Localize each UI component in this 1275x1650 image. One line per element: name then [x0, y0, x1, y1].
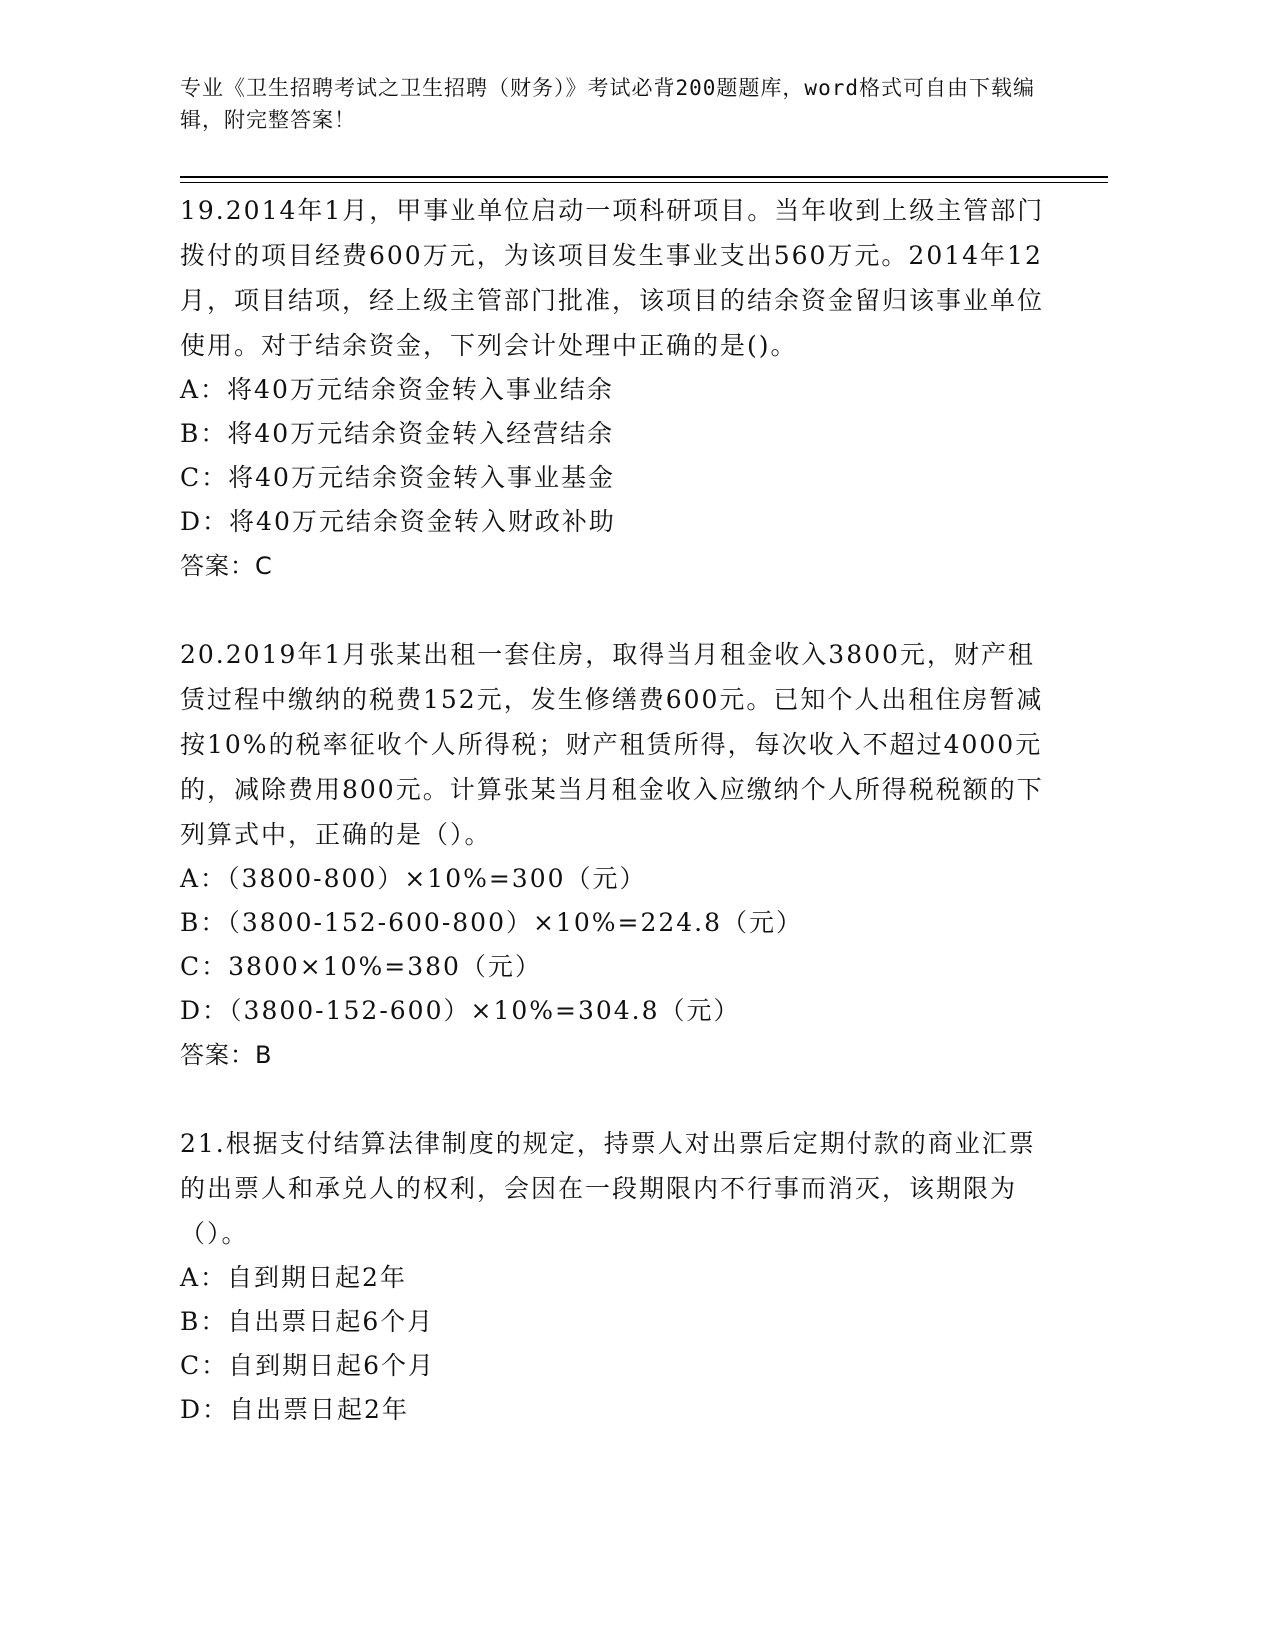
option-d: D：将40万元结余资金转入财政补助: [180, 507, 616, 536]
option-c: C：自到期日起6个月: [180, 1351, 436, 1380]
option-d: D：自出票日起2年: [180, 1395, 409, 1424]
question-21: [180, 1121, 1060, 1432]
answer: 答案：C: [180, 552, 273, 580]
option-b: B：自出票日起6个月: [180, 1307, 435, 1336]
question-list: [180, 188, 1060, 1476]
option-a: A：将40万元结余资金转入事业结余: [180, 375, 614, 404]
header-divider-thin: [180, 182, 1108, 183]
option-c: C：3800×10%=380（元）: [180, 952, 542, 981]
option-b: B：将40万元结余资金转入经营结余: [180, 419, 615, 448]
question-stem: 20.2019年1月张某出租一套住房，取得当月租金收入3800元，财产租赁过程中缴纳的税费152元，发生修缮费600元。已知个人出租住房暂减按10%的税率征收个人所得税；财产租赁所得，每次收入不超过4000元的，减除费用800元。计算张某当月租金收入应缴纳个人所得税税额的下列算式中，正确的是（）。: [180, 640, 1044, 849]
option-b: B：（3800-152-600-800）×10%=224.8（元）: [180, 908, 804, 937]
answer: 答案：B: [180, 1041, 273, 1069]
header-divider-thick: [180, 176, 1108, 178]
question-stem: 19.2014年1月，甲事业单位启动一项科研项目。当年收到上级主管部门拨付的项目经费600万元，为该项目发生事业支出560万元。2014年12月，项目结项，经上级主管部门批准，该项目的结余资金留归该事业单位使用。对于结余资金，下列会计处理中正确的是()。: [180, 196, 1045, 360]
option-d: D：（3800-152-600）×10%=304.8（元）: [180, 996, 741, 1025]
question-19: [180, 188, 1060, 588]
question-20: [180, 632, 1060, 1077]
option-a: A：（3800-800）×10%=300（元）: [180, 864, 647, 893]
option-a: A：自到期日起2年: [180, 1263, 407, 1292]
option-c: C：将40万元结余资金转入事业基金: [180, 463, 615, 492]
page-header: 专业《卫生招聘考试之卫生招聘（财务）》考试必背200题题库，word格式可自由下载编辑，附完整答案！: [180, 76, 1035, 132]
question-stem: 21.根据支付结算法律制度的规定，持票人对出票后定期付款的商业汇票的出票人和承兑人的权利，会因在一段期限内不行事而消灭，该期限为（）。: [180, 1129, 1036, 1248]
